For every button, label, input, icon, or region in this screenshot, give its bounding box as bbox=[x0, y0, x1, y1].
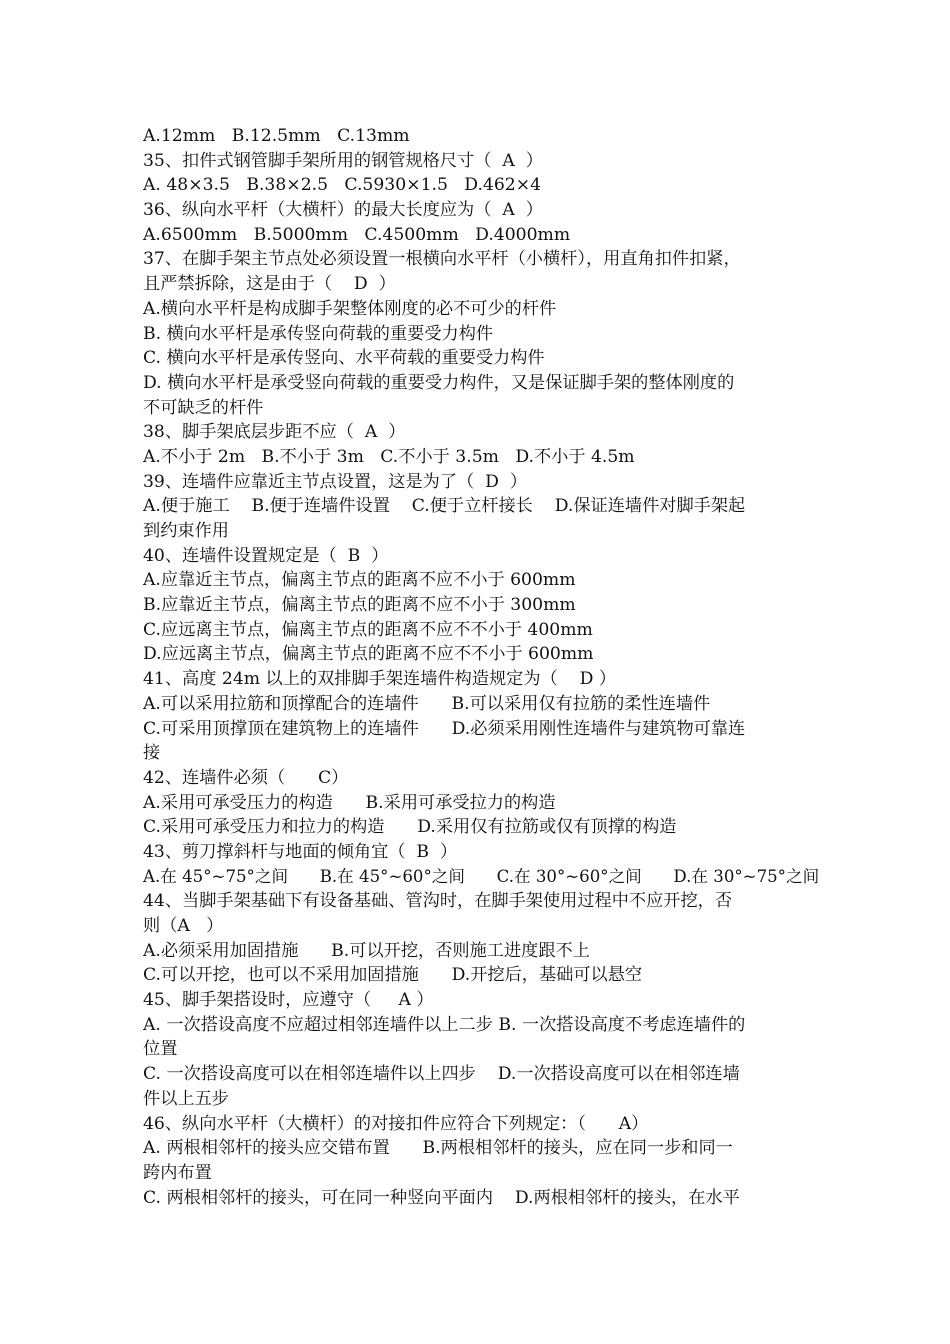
text-line: 接 bbox=[143, 743, 161, 764]
text-line: 40、连墙件设置规定是（ B ） bbox=[143, 545, 389, 566]
text-line: C.可采用顶撑顶在建筑物上的连墙件 D.必须采用刚性连墙件与建筑物可靠连 bbox=[143, 718, 746, 739]
text-line: 跨内布置 bbox=[143, 1162, 212, 1183]
text-line: B.应靠近主节点，偏离主节点的距离不应不小于 300mm bbox=[143, 595, 576, 616]
text-line: A.便于施工 B.便于连墙件设置 C.便于立杆接长 D.保证连墙件对脚手架起 bbox=[143, 496, 746, 517]
text-line: 则（A ） bbox=[143, 916, 224, 936]
text-line: 39、连墙件应靠近主节点设置，这是为了（ D ） bbox=[143, 471, 528, 492]
text-line: C. 两根相邻杆的接头，可在同一种竖向平面内 D.两根相邻杆的接头，在水平 bbox=[143, 1187, 740, 1208]
text-line: A.应靠近主节点，偏离主节点的距离不应不小于 600mm bbox=[143, 570, 576, 591]
text-line: A.可以采用拉筋和顶撑配合的连墙件 B.可以采用仅有拉筋的柔性连墙件 bbox=[143, 693, 711, 714]
text-line: C.采用可承受压力和拉力的构造 D.采用仅有拉筋或仅有顶撑的构造 bbox=[143, 817, 677, 838]
text-line: A. 48×3.5 B.38×2.5 C.5930×1.5 D.462×4 bbox=[143, 175, 542, 196]
text-line: D.应远离主节点，偏离主节点的距离不应不不小于 600mm bbox=[143, 644, 594, 665]
text-line: 37、在脚手架主节点处必须设置一根横向水平杆（小横杆），用直角扣件扣紧， bbox=[143, 249, 741, 270]
text-line: A.在 45°~75°之间 B.在 45°~60°之间 C.在 30°~60°之间 D.在 30°~75°之间 bbox=[143, 866, 820, 886]
text-line: C. 一次搭设高度可以在相邻连墙件以上四步 D.一次搭设高度可以在相邻连墙 bbox=[143, 1064, 740, 1085]
text-line: 43、剪刀撑斜杆与地面的倾角宜（ B ） bbox=[143, 841, 458, 862]
text-line: 不可缺乏的杆件 bbox=[143, 397, 264, 418]
text-line: 41、高度 24m 以上的双排脚手架连墙件构造规定为（ D ） bbox=[143, 669, 617, 690]
text-line: B. 横向水平杆是承传竖向荷载的重要受力构件 bbox=[143, 323, 494, 344]
text-line: A.采用可承受压力的构造 B.采用可承受拉力的构造 bbox=[143, 792, 556, 813]
text-line: 38、脚手架底层步距不应（ A ） bbox=[143, 422, 406, 443]
text-line: 44、当脚手架基础下有设备基础、管沟时，在脚手架使用过程中不应开挖，否 bbox=[143, 891, 733, 912]
text-line: C.应远离主节点，偏离主节点的距离不应不不小于 400mm bbox=[143, 619, 593, 640]
document-body bbox=[143, 124, 823, 1210]
text-line: A.横向水平杆是构成脚手架整体刚度的必不可少的杆件 bbox=[143, 298, 557, 319]
text-line: 到约束作用 bbox=[143, 521, 229, 541]
text-line: 36、纵向水平杆（大横杆）的最大长度应为（ A ） bbox=[143, 200, 543, 221]
text-line: C.可以开挖，也可以不采用加固措施 D.开挖后，基础可以悬空 bbox=[143, 965, 643, 986]
text-line: A.不小于 2m B.不小于 3m C.不小于 3.5m D.不小于 4.5m bbox=[143, 446, 635, 467]
text-line: C. 横向水平杆是承传竖向、水平荷载的重要受力构件 bbox=[143, 348, 545, 369]
text-line: 35、扣件式钢管脚手架所用的钢管规格尺寸（ A ） bbox=[143, 150, 543, 171]
text-line: D. 横向水平杆是承受竖向荷载的重要受力构件，又是保证脚手架的整体刚度的 bbox=[143, 372, 735, 393]
text-line: 46、纵向水平杆（大横杆）的对接扣件应符合下列规定：（ A） bbox=[143, 1113, 649, 1134]
text-line: A.12mm B.12.5mm C.13mm bbox=[143, 126, 410, 146]
text-line: A. 两根相邻杆的接头应交错布置 B.两根相邻杆的接头，应在同一步和同一 bbox=[143, 1138, 733, 1159]
text-line: 位置 bbox=[143, 1039, 178, 1060]
text-line: 件以上五步 bbox=[143, 1088, 229, 1109]
text-line: 42、连墙件必须（ C） bbox=[143, 767, 349, 788]
text-line: A. 一次搭设高度不应超过相邻连墙件以上二步 B. 一次搭设高度不考虑连墙件的 bbox=[143, 1014, 746, 1035]
text-line: 45、脚手架搭设时，应遵守（ A ） bbox=[143, 990, 434, 1011]
text-line: A.6500mm B.5000mm C.4500mm D.4000mm bbox=[143, 224, 571, 245]
text-line: 且严禁拆除，这是由于（ D ） bbox=[143, 274, 396, 295]
text-line: A.必须采用加固措施 B.可以开挖，否则施工进度跟不上 bbox=[143, 940, 590, 961]
